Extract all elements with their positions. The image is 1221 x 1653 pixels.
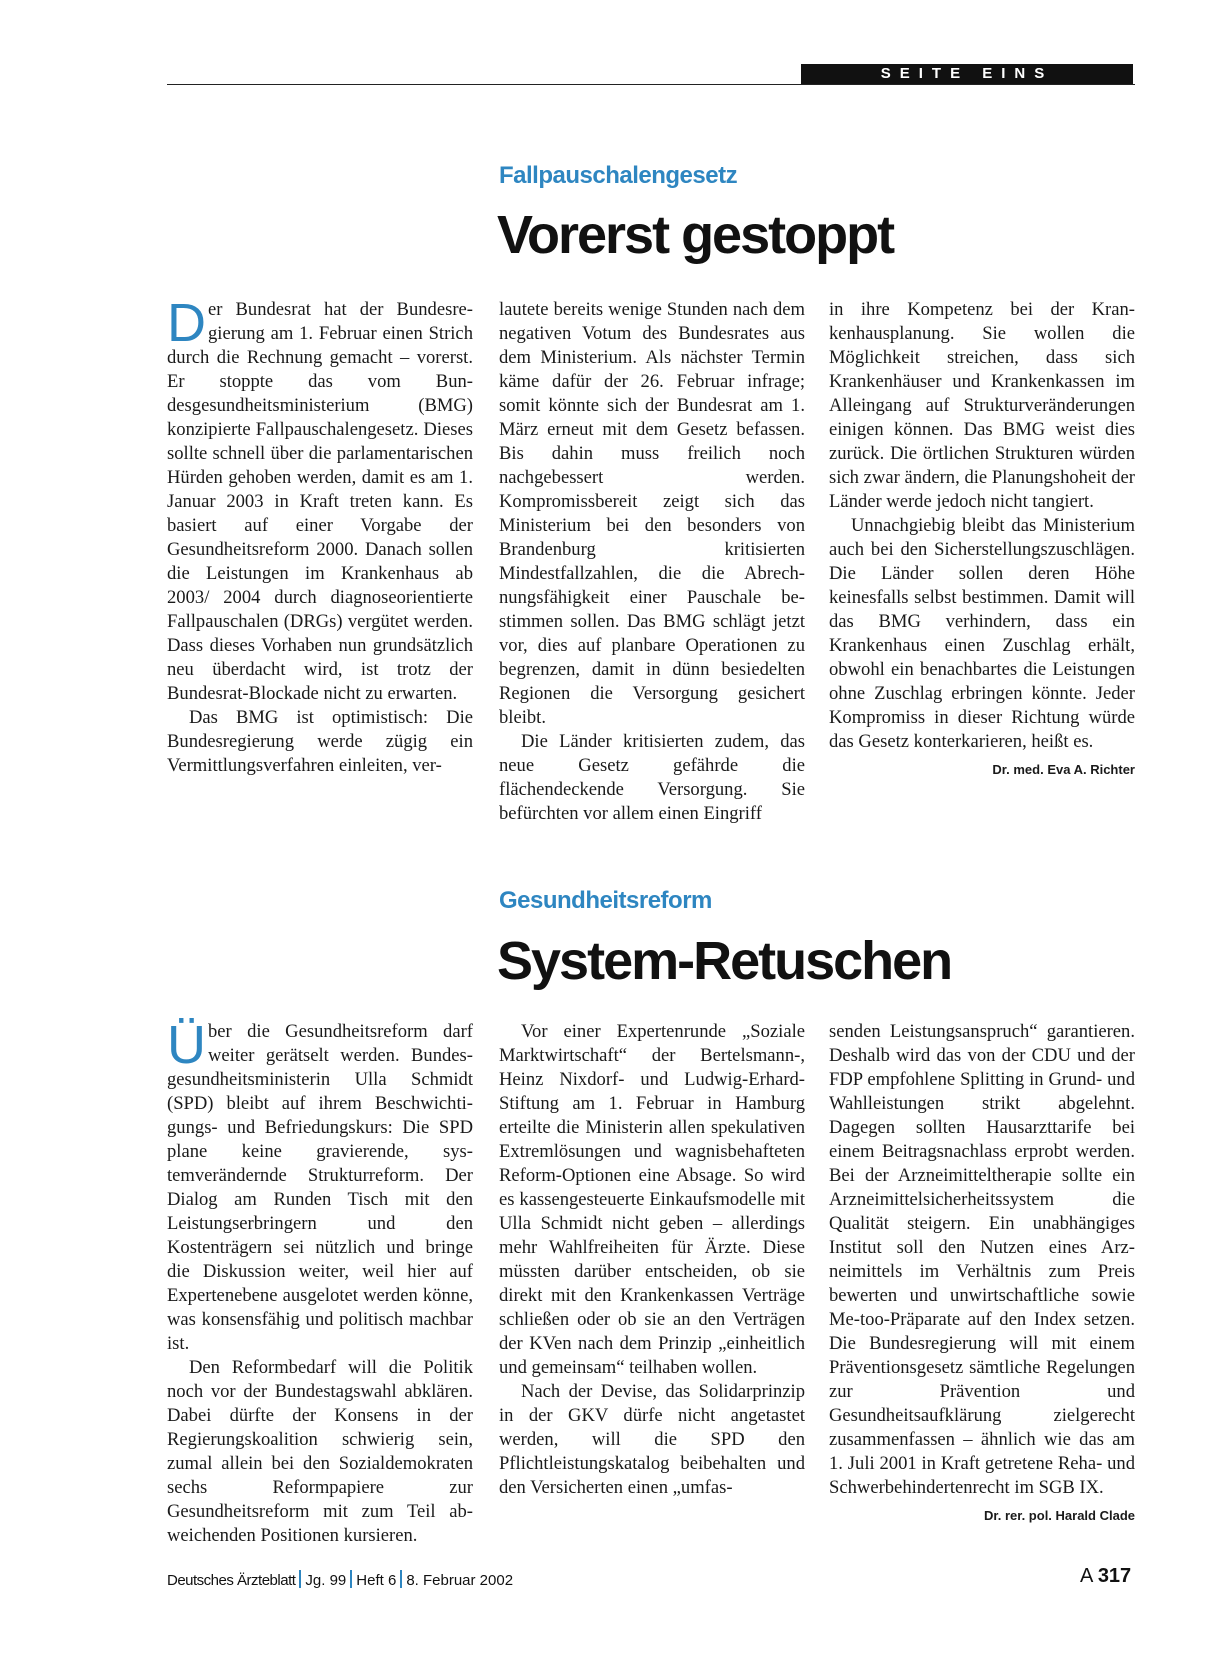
dropcap: Ü: [167, 1015, 206, 1075]
article1-headline: Vorerst gestoppt: [497, 205, 894, 265]
section-label: SEITE EINS: [801, 64, 1133, 84]
article1-column-2: [499, 298, 805, 826]
page-number-value: 317: [1097, 1565, 1132, 1587]
article2-kicker: Gesundheitsreform: [499, 887, 712, 914]
article2-col2-paragraph-1: Vor einer Expertenrunde „Soziale Marktwirtschaft“ der Bertelsmann-, Heinz Nixdorf- und Ludwig-Erhard-Stiftung am 1. Februar in Hamburg erteilte die Ministerin allen spekulativen Extremlösungen und wagnisbehafteten Reform-Optionen eine Absage. So wird es kassengesteuerte Einkaufsmodelle mit Ulla Schmidt nicht geben – allerdings mehr Wahlfreiheiten für Ärzte. Diese müssten darüber entscheiden, ob sie direkt mit den Krankenkassen Verträge schließen oder ob sie an den Verträgen der KVen nach dem Prinzip „einheitlich und gemeinsam“ teilhaben wollen.: [499, 1021, 805, 1378]
article2-headline: System-Retuschen: [497, 931, 952, 991]
separator: [400, 1570, 402, 1588]
article2-column-2: [499, 1020, 805, 1500]
article2-column-1: [167, 1015, 473, 1548]
issue-date: 8. Februar 2002: [406, 1572, 514, 1589]
page-prefix: A: [1080, 1565, 1093, 1587]
article2-col1-paragraph-2: Den Reformbedarf will die Politik noch vor der Bundestagswahl abklären. Dabei dürfte der Konsens in der Regierungskoalition schwierig sein, zumal allein bei den Sozialdemokraten sechs Reformpapiere zur Gesundheitsreform mit zum Teil abweichenden Positionen kursieren.: [167, 1357, 473, 1546]
article1-col2-paragraph-1: lautete bereits wenige Stunden nach dem negativen Votum des Bundesrates aus dem Ministerium. Als nächster Termin käme dafür der 26. Februar infrage; somit könnte sich der Bundesrat am 1. März erneut mit dem Gesetz befassen. Bis dahin muss freilich noch nachgebessert werden. Kompromissbereit zeigt sich das Ministerium bei den besonders von Brandenburg kritisierten Mindestfallzahlen, die die Abrechnungsfähigkeit einer Pauschale bestimmen sollen. Das BMG schlägt jetzt vor, dies auf planbare Operationen zu begrenzen, damit in dünn besiedelten Regionen die Versorgung gesichert bleibt.: [499, 299, 805, 728]
journal-name: Deutsches Ärzteblatt: [167, 1572, 296, 1589]
header-rule: [167, 84, 1135, 85]
article1-column-3: [829, 298, 1135, 782]
footer-citation: [167, 1570, 513, 1589]
article1-col1-paragraph-1: Der Bundesrat hat der Bundesregierung am 1. Februar einen Strich durch die Rechnung gemacht – vorerst. Er stoppte das vom Bundesgesundheitsministerium (BMG) konzipierte Fallpauschalengesetz. Dieses sollte schnell über die parlamentarischen Hürden gehoben werden, damit es am 1. Januar 2003 in Kraft treten kann. Es basiert auf einer Vorgabe der Gesundheitsreform 2000. Danach sollen die Leistungen im Krankenhaus ab 2003/ 2004 durch diagnoseorientierte Fallpauschalen (DRGs) vergütet werden. Dass dieses Vorhaben nun grundsätzlich neu überdacht wird, ist trotz der Bundesrat-Blockade nicht zu erwarten.: [167, 293, 473, 704]
article2-column-3: [829, 1020, 1135, 1528]
volume: Jg. 99: [305, 1572, 347, 1589]
issue: Heft 6: [356, 1572, 397, 1589]
article1-col2-paragraph-2: Die Länder kritisierten zudem, das neue Gesetz gefährde die flächendeckende Versorgung. Sie befürchten vor allem einen Eingriff: [499, 731, 805, 824]
article1-col3-paragraph-1: in ihre Kompetenz bei der Krankenhausplanung. Sie wollen die Möglichkeit streichen, dass sich Krankenhäuser und Krankenkassen im Alleingang auf Strukturveränderungen einigen können. Das BMG weist dies zurück. Die örtlichen Strukturen würden sich zwar ändern, die Planungshoheit der Länder werde jedoch nicht tangiert.: [829, 299, 1135, 512]
article1-kicker: Fallpauschalengesetz: [499, 162, 738, 189]
article2-col1-paragraph-1: Über die Gesundheitsreform darf weiter gerätselt werden. Bundesgesundheitsministerin Ulla Schmidt (SPD) bleibt auf ihrem Beschwichtigungs- und Befriedungskurs: Die SPD plane keine gravierende, systemverändernde Strukturreform. Der Dialog am Runden Tisch mit den Leistungserbringern und den Kostenträgern sei nützlich und bringe die Diskussion weiter, weil hier auf Expertenebene ausgelotet werden könne, was konsensfähig und politisch machbar ist.: [167, 1015, 473, 1354]
article2-col3-paragraph-1: senden Leistungsanspruch“ garantieren. Deshalb wird das von der CDU und der FDP empfohlene Splitting in Grund- und Wahlleistungen strikt abgelehnt. Dagegen sollten Hausarzttarife bei einem Beitragsnachlass erprobt werden. Bei der Arzneimitteltherapie sollte ein Arzneimittelsicherheitssystem die Qualität steigern. Ein unabhängiges Institut soll den Nutzen eines Arzneimittels im Verhältnis zum Preis bewerten und unwirtschaftliche sowie Me-too-Präparate auf den Index setzen. Die Bundesregierung will mit einem Präventionsgesetz sämtliche Regelungen zur Prävention und Gesundheitsaufklärung zielgerecht zusammenfassen – ähnlich wie das am 1. Juli 2001 in Kraft getretene Reha- und Schwerbehindertenrecht im SGB IX. Dr. rer. pol. Harald Clade: [829, 1020, 1135, 1500]
author-byline: Dr. med. Eva A. Richter: [992, 762, 1135, 777]
article1-col1-paragraph-2: Das BMG ist optimistisch: Die Bundesregierung werde zügig ein Vermittlungsverfahren einleiten, ver-: [167, 707, 473, 776]
page-number: [1080, 1565, 1131, 1588]
article2-col2-paragraph-2: Nach der Devise, das Solidarprinzip in der GKV dürfe nicht angetastet werden, will die SPD den Pflichtleistungskatalog beibehalten und den Versicherten einen „umfas-: [499, 1381, 805, 1498]
article1-col3-paragraph-2: Unnachgiebig bleibt das Ministerium auch bei den Sicherstellungszuschlägen. Die Länder sollen deren Höhe keinesfalls selbst bestimmen. Damit will das BMG verhindern, dass ein Krankenhaus einen Zuschlag erhält, obwohl ein benachbartes die Leistungen ohne Zuschlag erbringen könnte. Jeder Kompromiss in dieser Richtung würde das Gesetz konterkarieren, heißt es. Dr. med. Eva A. Richter: [829, 514, 1135, 754]
author-byline: Dr. rer. pol. Harald Clade: [984, 1508, 1135, 1523]
separator: [299, 1570, 301, 1588]
article1-column-1: [167, 293, 473, 778]
dropcap: D: [167, 293, 206, 353]
separator: [350, 1570, 352, 1588]
